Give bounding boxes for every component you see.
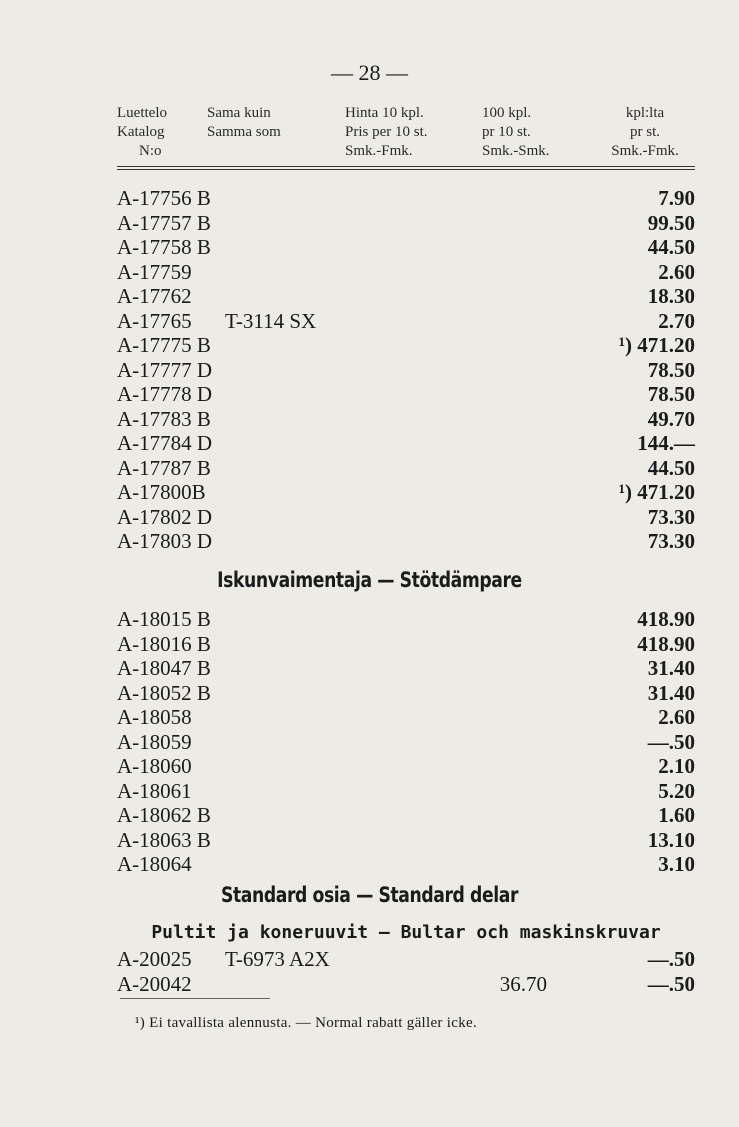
- list-item: [117, 730, 695, 754]
- unit-price: 44.50: [647, 455, 695, 480]
- unit-price: 418.90: [637, 631, 695, 656]
- unit-price: 144.—: [637, 431, 695, 455]
- part-code: A-17775 B: [117, 333, 211, 357]
- part-code: A-18016 B: [117, 631, 211, 656]
- part-code: A-17803 D: [117, 529, 213, 553]
- list-item: [117, 607, 695, 631]
- unit-price: 1.60: [658, 803, 695, 827]
- list-item: [117, 947, 695, 971]
- unit-price: 5.20: [658, 778, 695, 803]
- unit-price: 13.10: [647, 827, 695, 852]
- part-code: A-17783 B: [117, 406, 211, 431]
- part-code: A-18015 B: [117, 607, 211, 631]
- list-item: [117, 382, 695, 406]
- list-item: [117, 754, 695, 778]
- header-catalog-col: Luettelo Katalog N:o: [117, 105, 167, 159]
- part-code: A-17784 D: [117, 431, 213, 455]
- part-code: A-17800B: [117, 480, 206, 504]
- list-item: [117, 260, 695, 284]
- part-code: A-18060: [117, 754, 192, 778]
- header-price100-col: 100 kpl. pr 10 st. Smk.-Smk.: [482, 105, 550, 159]
- part-code: A-18058: [117, 705, 192, 729]
- part-code: A-18061: [117, 778, 192, 803]
- part-code: A-18062 B: [117, 803, 211, 827]
- header-rule: [117, 166, 695, 167]
- unit-price: 73.30: [647, 529, 695, 553]
- part-code: A-20025: [117, 947, 192, 971]
- part-code: A-20042: [117, 971, 192, 996]
- list-item: [117, 656, 695, 680]
- unit-price: 2.60: [658, 259, 695, 284]
- header-same-as-col: Sama kuin Samma som: [207, 105, 281, 140]
- unit-price: 418.90: [637, 607, 695, 631]
- list-item: [117, 972, 695, 996]
- part-code: A-18047 B: [117, 656, 211, 680]
- list-item: [117, 358, 695, 382]
- header-price-each-col: kpl:lta pr st. Smk.-Fmk.: [611, 105, 679, 159]
- list-item: [117, 456, 695, 480]
- cross-reference: T-3114 SX: [225, 308, 317, 333]
- list-item: [117, 681, 695, 705]
- list-item: [117, 480, 695, 504]
- unit-price: 3.10: [658, 852, 695, 876]
- header-rule-2: [117, 169, 695, 170]
- subsection-title-bolts: Pultit ja koneruuvit — Bultar och maskinskruvar: [151, 922, 661, 943]
- part-code: A-17756 B: [117, 186, 211, 210]
- unit-price: 78.50: [647, 382, 695, 406]
- part-code: A-18059: [117, 729, 192, 754]
- list-item: [117, 803, 695, 827]
- unit-price: 78.50: [647, 357, 695, 382]
- footnote-rule: [120, 998, 270, 999]
- list-item: [117, 852, 695, 876]
- list-item: [117, 779, 695, 803]
- unit-price: 7.90: [658, 186, 695, 210]
- list-item: [117, 529, 695, 553]
- list-item: [117, 407, 695, 431]
- unit-price: 99.50: [647, 210, 695, 235]
- part-code: A-18063 B: [117, 827, 211, 852]
- footnote: ¹) Ei tavallista alennusta. — Normal rabatt gäller icke.: [135, 1015, 478, 1031]
- unit-price: 31.40: [647, 680, 695, 705]
- unit-price: ¹) 471.20: [618, 480, 695, 504]
- cross-reference: T-6973 A2X: [225, 947, 330, 971]
- header-price10-col: Hinta 10 kpl. Pris per 10 st. Smk.-Fmk.: [345, 105, 428, 159]
- list-item: [117, 235, 695, 259]
- price-10: 36.70: [499, 971, 547, 996]
- part-code: A-18052 B: [117, 680, 211, 705]
- unit-price: —.50: [647, 947, 695, 971]
- unit-price: 18.30: [647, 284, 695, 308]
- list-item: [117, 284, 695, 308]
- unit-price: 44.50: [647, 235, 695, 259]
- list-item: [117, 705, 695, 729]
- list-item: [117, 211, 695, 235]
- part-code: A-17759: [117, 259, 192, 284]
- unit-price: 73.30: [647, 504, 695, 529]
- part-code: A-17802 D: [117, 504, 213, 529]
- unit-price: —.50: [647, 971, 695, 996]
- unit-price: 2.70: [658, 308, 695, 333]
- list-item: [117, 431, 695, 455]
- section-title-standard-parts: Standard osia — Standard delar: [220, 883, 519, 907]
- unit-price: 49.70: [647, 406, 695, 431]
- list-item: [117, 333, 695, 357]
- list-item: [117, 309, 695, 333]
- part-code: A-17762: [117, 284, 192, 308]
- part-code: A-17757 B: [117, 210, 211, 235]
- part-code: A-17765: [117, 308, 192, 333]
- unit-price: —.50: [647, 729, 695, 754]
- unit-price: 31.40: [647, 656, 695, 680]
- list-item: [117, 828, 695, 852]
- list-item: [117, 505, 695, 529]
- unit-price: 2.60: [658, 705, 695, 729]
- list-item: [117, 186, 695, 210]
- part-code: A-17787 B: [117, 455, 211, 480]
- part-code: A-17758 B: [117, 235, 211, 259]
- part-code: A-17778 D: [117, 382, 213, 406]
- unit-price: 2.10: [658, 754, 695, 778]
- part-code: A-17777 D: [117, 357, 213, 382]
- section-title-shock-absorbers: Iskunvaimentaja — Stötdämpare: [217, 568, 522, 592]
- page-number: — 28 —: [331, 60, 408, 85]
- unit-price: ¹) 471.20: [618, 333, 695, 357]
- list-item: [117, 632, 695, 656]
- part-code: A-18064: [117, 852, 192, 876]
